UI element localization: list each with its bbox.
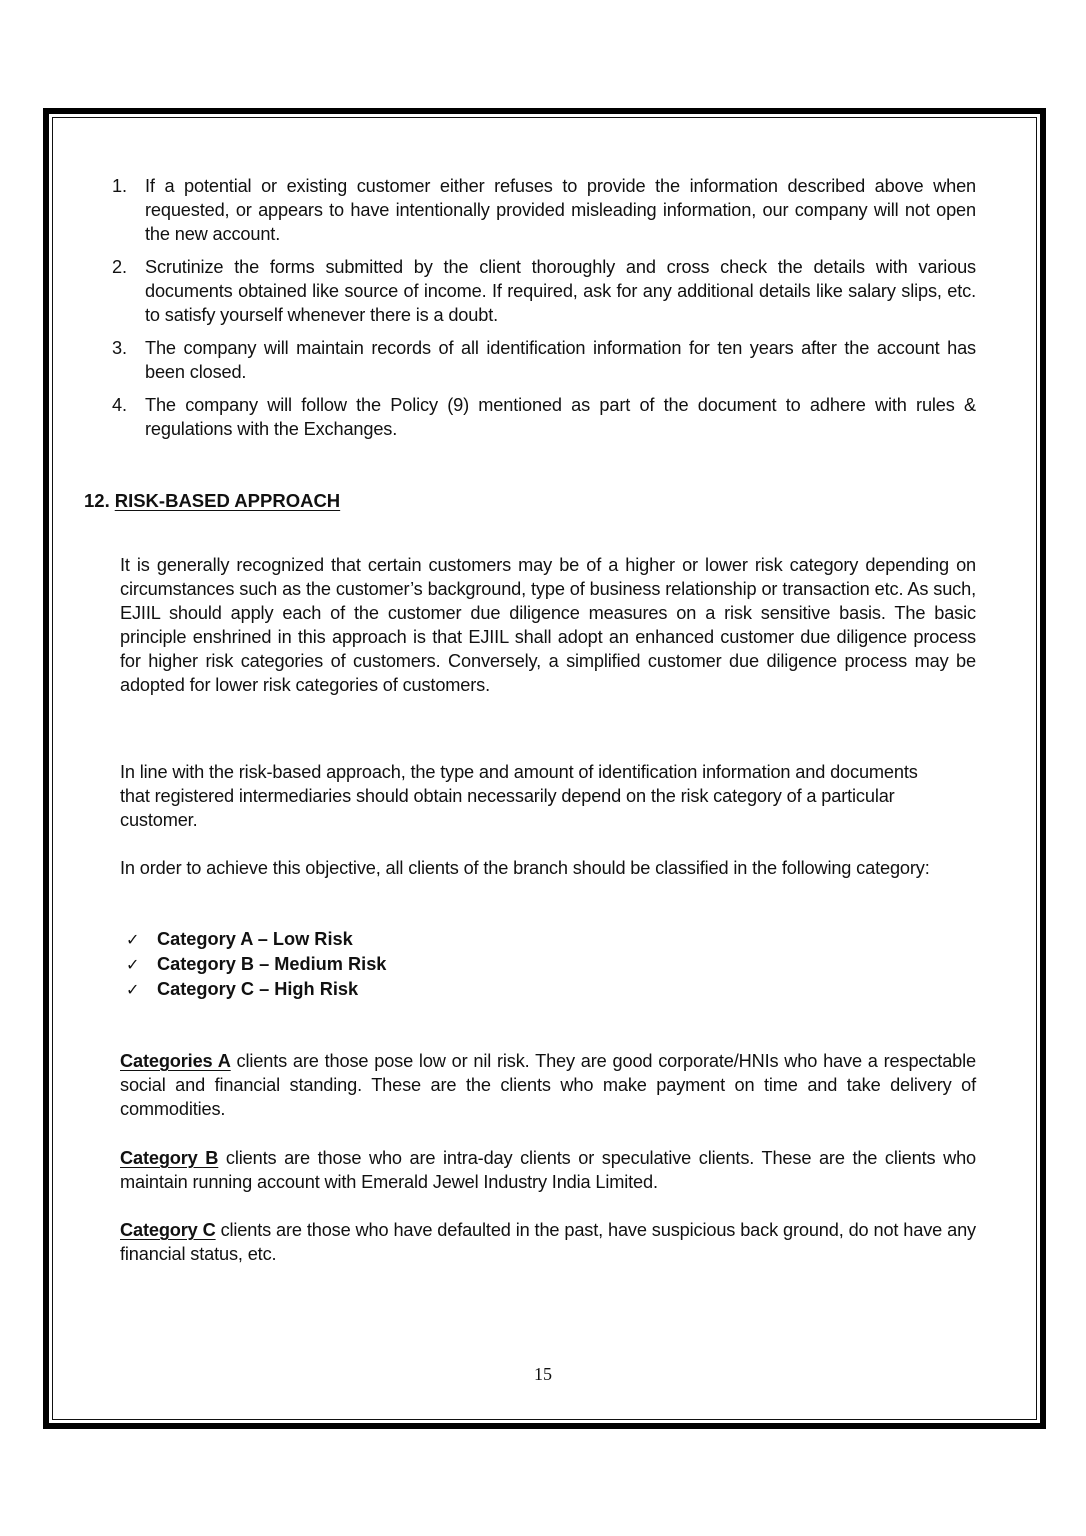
category-c-description [120,1218,976,1266]
category-a-text: clients are those pose low or nil risk. They are good corporate/HNIs who have a respectable social and financial standing. These are the clients who make payment on time and take delivery of commodities. [120,1051,977,1119]
checkmark-icon: ✓ [126,930,140,949]
category-a-label: Categories A [120,1051,231,1071]
check-list-item [126,927,386,952]
category-b-description [120,1146,976,1194]
list-item [112,174,976,246]
list-item-text: Scrutinize the forms submitted by the client thoroughly and cross check the details with various documents obtained like source of income. If required, ask for any additional details like salary slips, etc. to satisfy yourself whenever there is a doubt. [145,257,976,325]
list-item [112,336,976,384]
check-item-text: Category C – High Risk [157,979,359,999]
check-item-text: Category A – Low Risk [157,929,353,949]
check-item-text: Category B – Medium Risk [157,954,387,974]
category-check-list [126,927,386,1002]
classification-paragraph: In order to achieve this objective, all clients of the branch should be classified in the following category: [120,858,930,878]
category-b-text: clients are those who are intra-day clients or speculative clients. These are the clients who maintain running account with Emerald Jewel Industry India Limited. [120,1148,976,1192]
risk-info-paragraph: In line with the risk-based approach, the type and amount of identification information and documents that registered intermediaries should obtain necessarily depend on the risk category of a particular customer. [120,762,918,830]
checkmark-icon: ✓ [126,980,140,999]
check-list-item [126,952,386,977]
list-number: 4. [112,395,127,415]
list-number: 3. [112,338,127,358]
list-item-text: If a potential or existing customer either refuses to provide the information described above when requested, or appears to have intentionally provided misleading information, our company will not open the new account. [145,176,976,244]
section-number: 12. [84,490,110,511]
list-number: 2. [112,257,127,277]
list-item [112,255,976,327]
intro-paragraph: It is generally recognized that certain customers may be of a higher or lower risk category depending on circumstances such as the customer’s background, type of business relationship or transaction etc. As such, EJIIL should apply each of the customer due diligence measures on a risk sensitive basis. The basic principle enshrined in this approach is that EJIIL shall adopt an enhanced customer due diligence process for higher risk categories of customers. Conversely, a simplified customer due diligence process may be adopted for lower risk categories of customers. [120,555,976,695]
category-c-label: Category C [120,1220,216,1240]
category-a-description [120,1049,976,1121]
category-b-label: Category B [120,1148,219,1168]
list-item [112,393,976,441]
checkmark-icon: ✓ [126,955,140,974]
list-number: 1. [112,176,127,196]
page-number: 15 [534,1364,552,1384]
list-item-text: The company will follow the Policy (9) mentioned as part of the document to adhere with rules & regulations with the Exchanges. [145,395,976,439]
section-heading [84,489,340,513]
category-c-text: clients are those who have defaulted in the past, have suspicious back ground, do not have any financial status, etc. [120,1220,976,1264]
numbered-list [112,174,976,450]
check-list-item [126,977,386,1002]
list-item-text: The company will maintain records of all identification information for ten years after the account has been closed. [145,338,976,382]
section-title: RISK-BASED APPROACH [114,490,341,511]
